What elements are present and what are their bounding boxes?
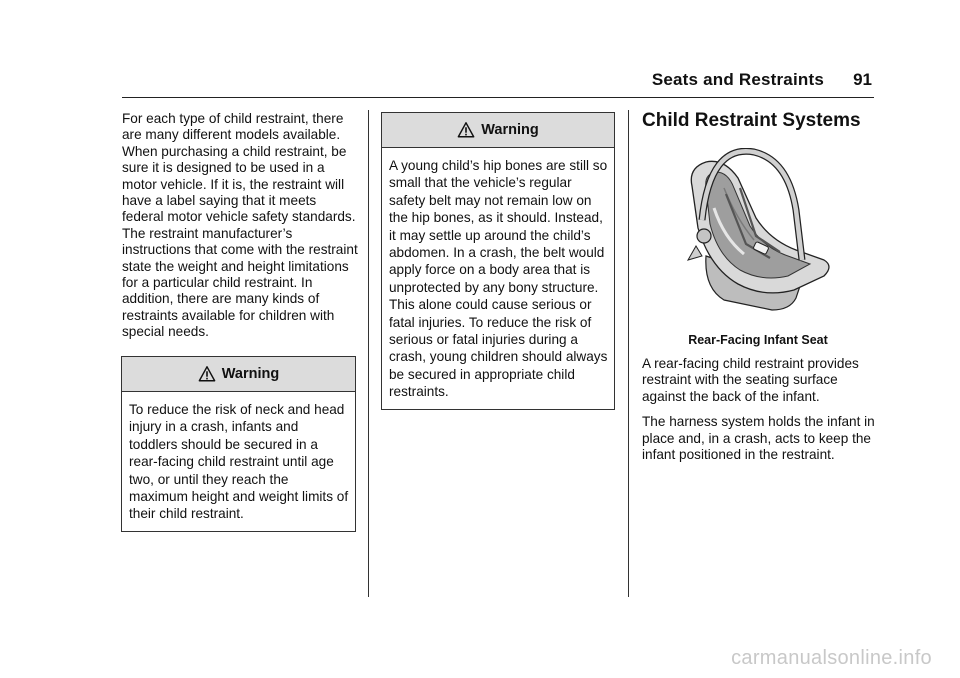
warning-label: Warning [221, 366, 280, 382]
watermark: carmanualsonline.info [731, 647, 932, 669]
warning-triangle-icon [198, 365, 216, 383]
warning-text: A young child’s hip bones are still so small that the vehicle’s regular safety belt may not remain low on the hip bones, as it should. Instead, it may settle up around the child’s abdomen. In a crash, the belt would apply force on a body area that is unprotected by any bony structure. This alone could cause serious or fatal injuries. To reduce the risk of serious or fatal injuries during a crash, young children should always be secured in appropriate child restraints. [389, 158, 608, 400]
page-number: 91 [853, 70, 872, 89]
warning-text: To reduce the risk of neck and head injury in a crash, infants and toddlers should be secured in a rear-facing child restraint until age two, or until they reach the maximum height and weight limits of their child restraint. [129, 402, 349, 522]
figure-caption: Rear-Facing Infant Seat [688, 333, 828, 347]
warning-box-middle [381, 112, 615, 410]
intro-paragraph: For each type of child restraint, there are many different models available. When purchasing a child restraint, be sure it is designed to be used in a motor vehicle. If it is, the restraint will have a label saying that it meets federal motor vehicle safety standards. The restraint manufacturer’s instructions that come with the restraint state the weight and height limitations for a particular child restraint. In addition, there are many kinds of restraints available for children with special needs. [122, 111, 358, 340]
warning-header [122, 357, 355, 392]
column-divider-right [628, 110, 629, 597]
left-column [122, 111, 358, 341]
column-divider-left [368, 110, 369, 597]
right-column [642, 110, 874, 132]
page-header [0, 70, 960, 96]
header-rule [122, 97, 874, 98]
right-paragraphs [642, 356, 878, 463]
warning-label: Warning [481, 122, 539, 138]
paragraph-rear-facing: A rear-facing child restraint provides restraint with the seating surface against the back of the infant. [642, 356, 859, 404]
header-title: Seats and Restraints [651, 70, 824, 89]
infant-seat-illustration [684, 148, 840, 314]
warning-triangle-icon [457, 121, 475, 139]
warning-header [382, 113, 614, 148]
paragraph-harness: The harness system holds the infant in place and, in a crash, acts to keep the infant positioned in the restraint. [642, 414, 875, 463]
section-title: Child Restraint Systems [642, 110, 861, 131]
warning-box-left [121, 356, 356, 532]
